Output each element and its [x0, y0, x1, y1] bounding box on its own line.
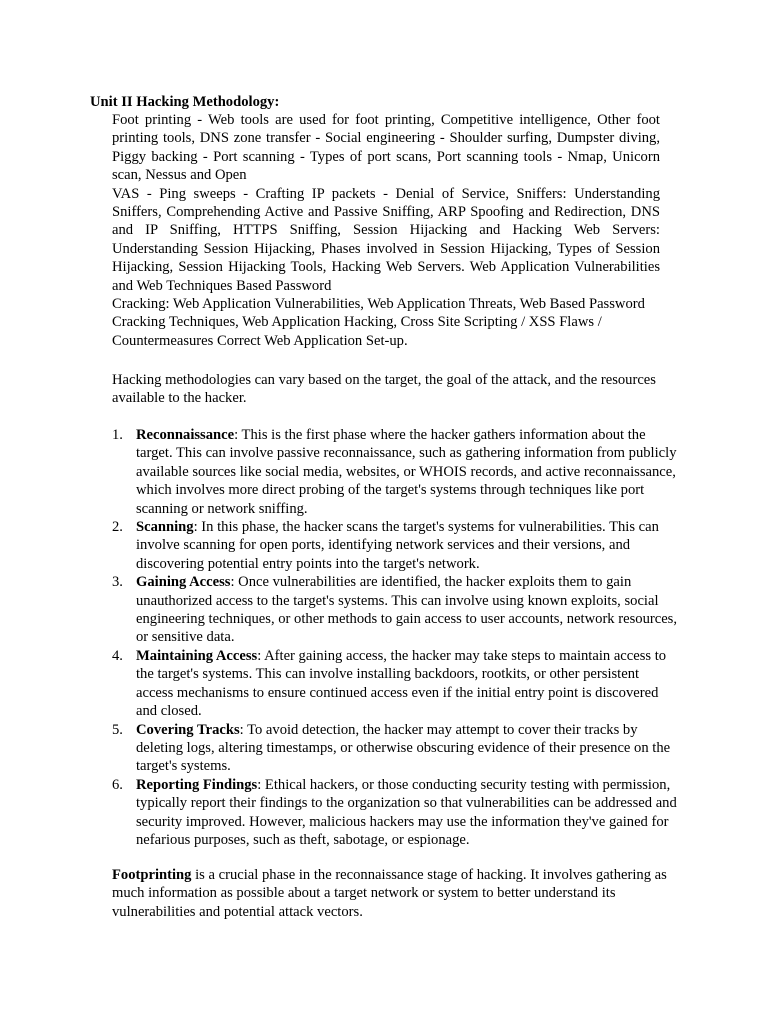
- list-item-number: 4.: [112, 647, 123, 664]
- list-item-text: : After gaining access, the hacker may take steps to maintain access to the target's systems. This can involve installing backdoors, rootkits, or other persistent access mechanisms to ensure continued access even if the initial entry point is discovered and closed.: [136, 647, 667, 720]
- list-item: [112, 776, 677, 850]
- list-item-text: : This is the first phase where the hacker gathers information about the target. This can involve passive reconnaissance, such as gathering information from publicly available sources like social media, websites, or WHOIS records, and active reconnaissance, which involves more direct probing of the target's systems through techniques like port scanning or network sniffing.: [136, 427, 677, 517]
- list-item: [112, 518, 677, 573]
- footprinting-paragraph: [112, 866, 677, 921]
- syllabus-block: [112, 111, 660, 350]
- syllabus-paragraph-1: Foot printing - Web tools are used for foot printing, Competitive intelligence, Other foot printing tools, DNS zone transfer - Social engineering - Shoulder surfing, Dumpster diving, Piggy backing - Port scanning - Types of port scans, Port scanning tools - Nmap, Unicorn scan, Nessus and Open: [112, 112, 660, 184]
- syllabus-paragraph-3: Cracking: Web Application Vulnerabilities, Web Application Threats, Web Based Password Cracking Techniques, Web Application Hacking, Cross Site Scripting / XSS Flaws / Countermeasures Correct Web Application Set-up.: [112, 296, 645, 349]
- syllabus-paragraph-2: VAS - Ping sweeps - Crafting IP packets - Denial of Service, Sniffers: Understanding Sniffers, Comprehending Active and Passive Sniffing, ARP Spoofing and Redirection, DNS and IP Sniffing, HTTPS Sniffing, Session Hijacking and Hacking Web Servers: Understanding Session Hijacking, Phases involved in Session Hijacking, Types of Session Hijacking, Session Hijacking Tools, Hacking Web Servers. Web Application Vulnerabilities and Web Techniques Based Password: [112, 185, 660, 294]
- list-item-term: Reconnaissance: [136, 427, 235, 443]
- list-item-term: Gaining Access: [136, 574, 231, 591]
- list-item-number: 5.: [112, 721, 123, 738]
- list-item-number: 6.: [112, 776, 123, 793]
- list-item-term: Maintaining Access: [136, 647, 258, 664]
- footprinting-text: is a crucial phase in the reconnaissance stage of hacking. It involves gathering as much information as possible about a target network or system to better understand its vulnerabilities and potential attack vectors.: [112, 867, 667, 920]
- footprinting-term: Footprinting: [112, 867, 192, 883]
- list-item-text: : To avoid detection, the hacker may attempt to cover their tracks by deleting logs, altering timestamps, or otherwise obscuring evidence of their presence on the target's systems.: [136, 721, 671, 775]
- list-item: [112, 573, 677, 647]
- list-item-number: 2.: [112, 519, 123, 536]
- list-item-number: 3.: [112, 574, 123, 591]
- list-item-text: : In this phase, the hacker scans the target's systems for vulnerabilities. This can involve scanning for open ports, identifying network services and their versions, and discovering potential entry points into the target's network.: [136, 519, 659, 572]
- list-item: [112, 721, 677, 776]
- list-item-term: Reporting Findings: [136, 776, 258, 793]
- list-item-term: Covering Tracks: [136, 721, 240, 738]
- list-item: [112, 647, 677, 721]
- list-item-term: Scanning: [136, 519, 194, 536]
- list-item: [112, 426, 677, 518]
- list-item-text: : Once vulnerabilities are identified, the hacker exploits them to gain unauthorized access to the target's systems. This can involve using known exploits, social engineering techniques, or other methods to gain access to user accounts, network resources, or sensitive data.: [136, 574, 678, 646]
- phase-list: [112, 426, 677, 849]
- list-item-number: 1.: [112, 427, 123, 443]
- unit-title: Unit II Hacking Methodology:: [90, 94, 280, 110]
- intro-paragraph: Hacking methodologies can vary based on the target, the goal of the attack, and the resources available to the hacker.: [112, 372, 656, 407]
- list-item-text: : Ethical hackers, or those conducting security testing with permission, typically report their findings to the organization so that vulnerabilities can be addressed and security improved. However, malicious hackers may use the information they've gained for nefarious purposes, such as theft, sabotage, or espionage.: [136, 776, 677, 848]
